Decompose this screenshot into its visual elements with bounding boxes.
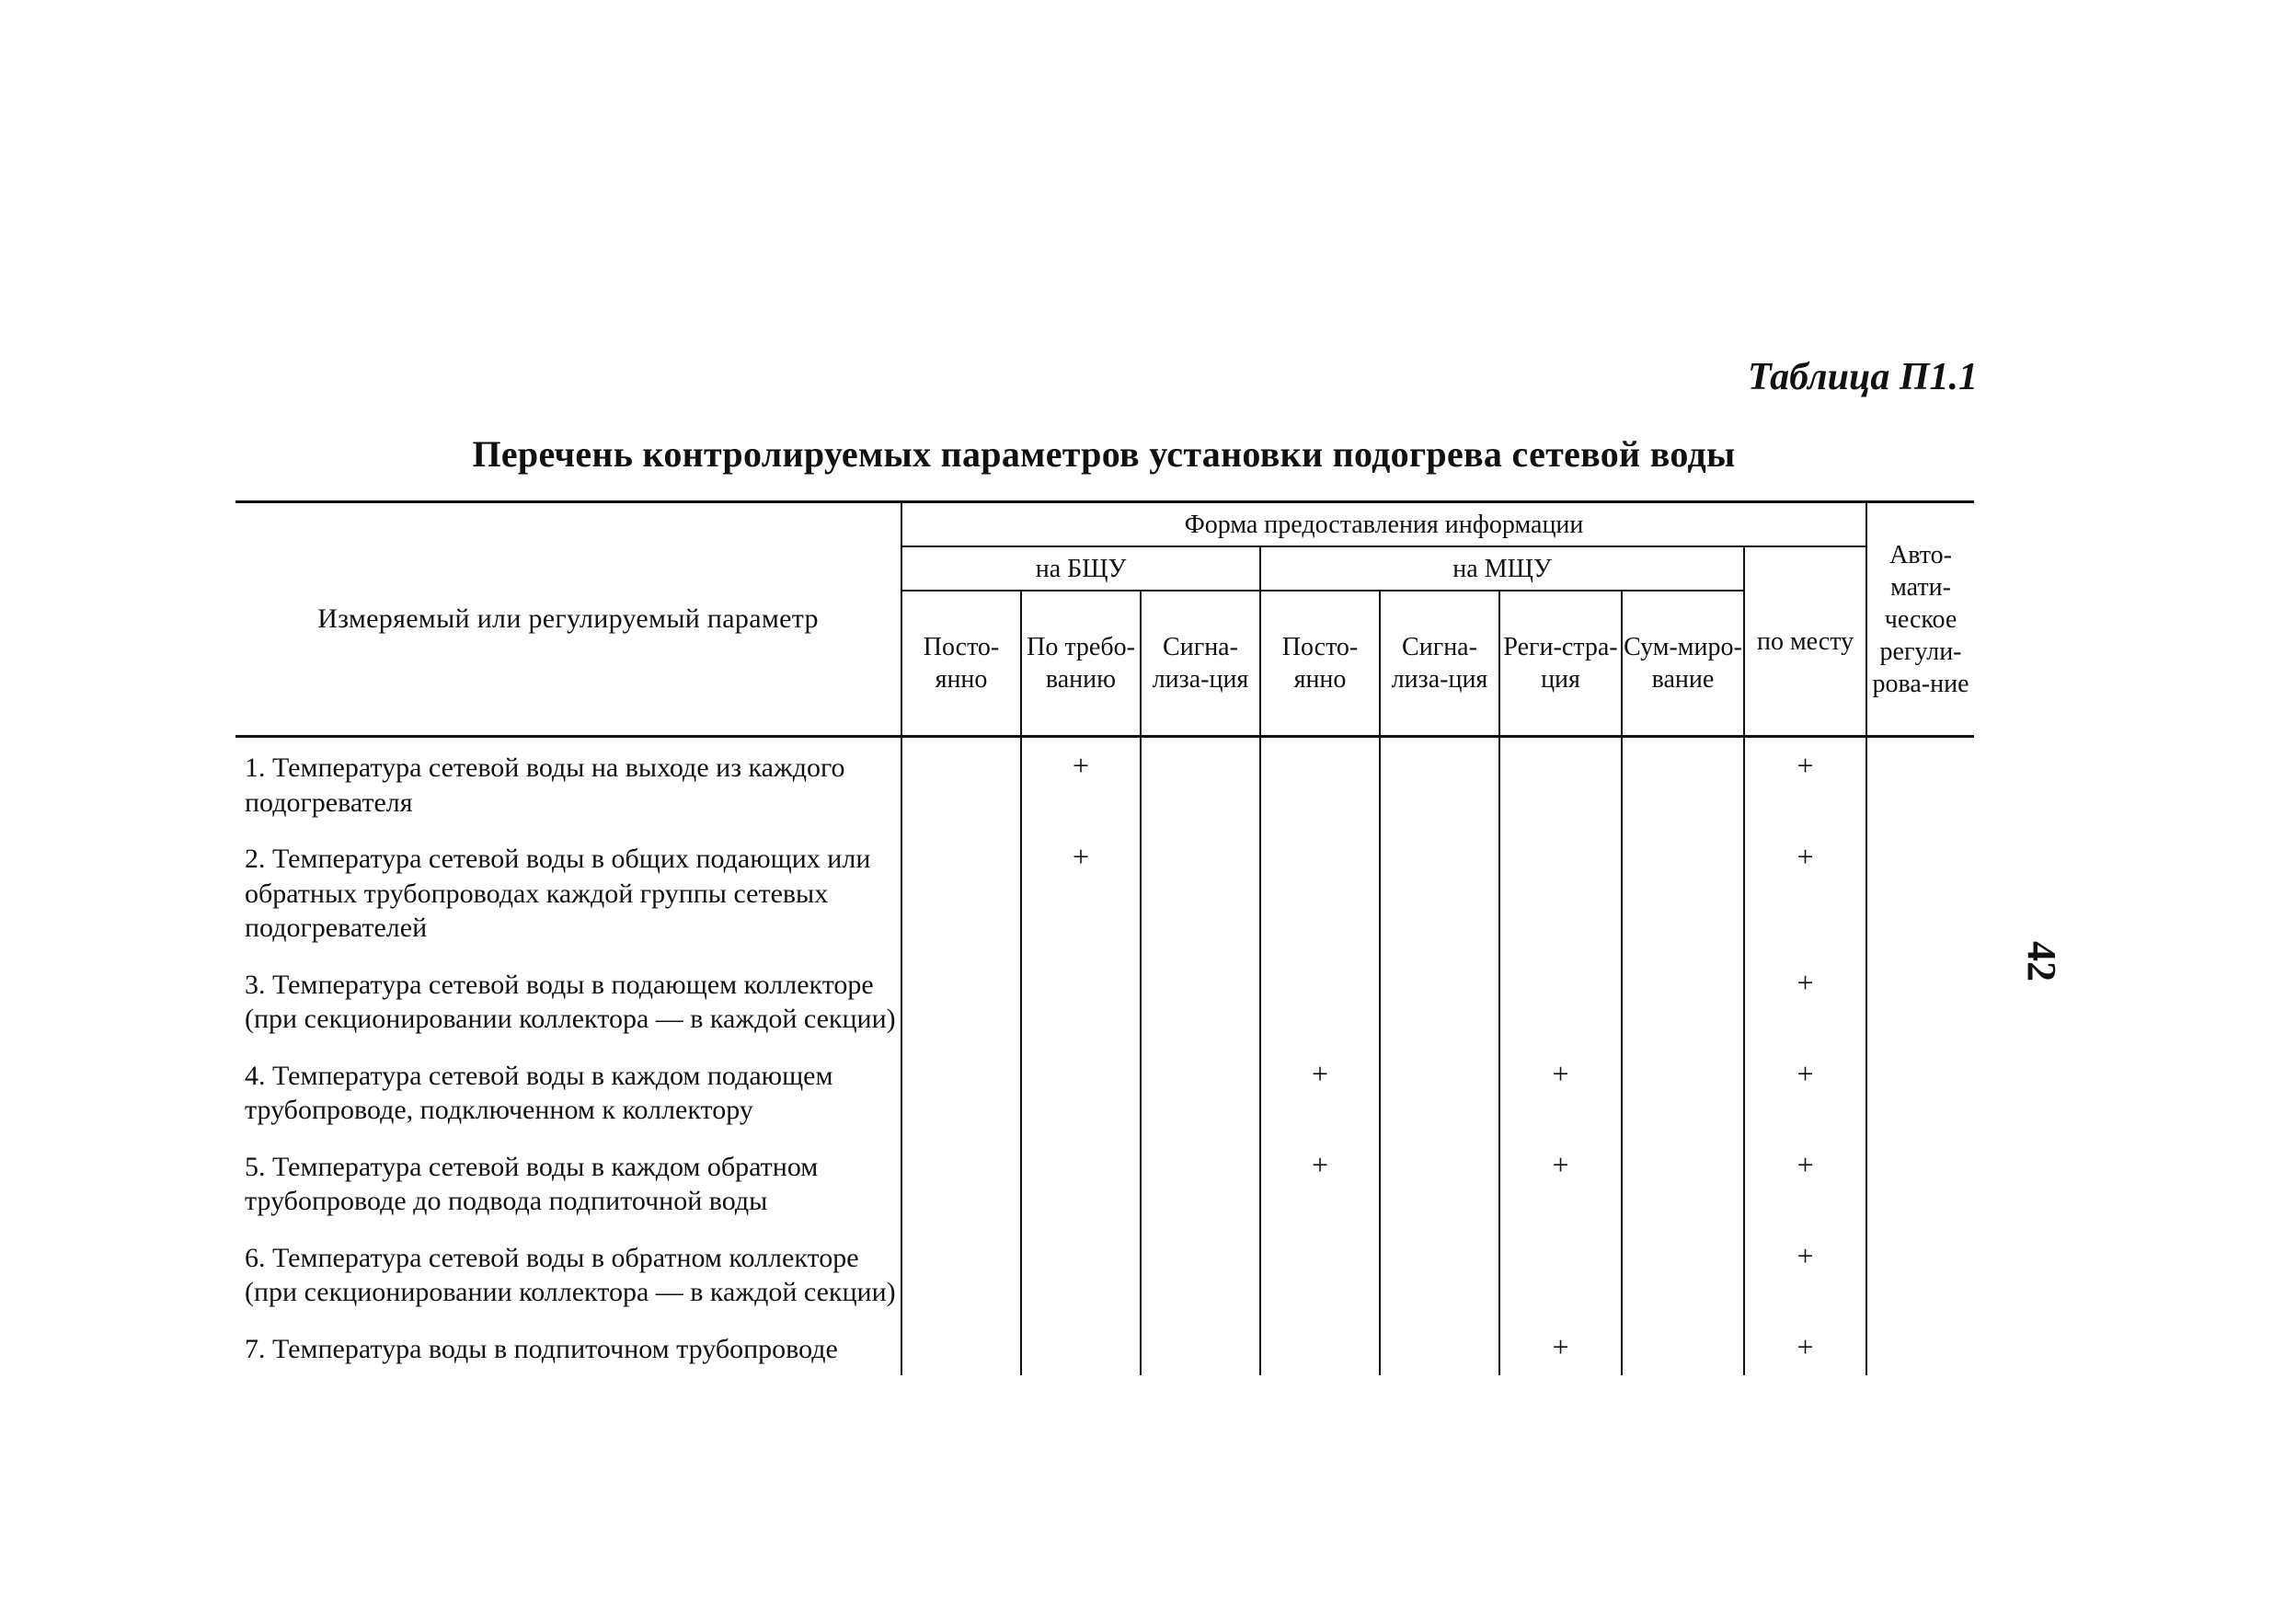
plus-mark: + (1744, 1228, 1866, 1319)
empty-cell (901, 829, 1021, 955)
header-bschu-on-demand: По требо-ванию (1021, 591, 1141, 737)
empty-cell (1622, 1137, 1744, 1228)
empty-cell (1622, 737, 1744, 830)
empty-cell (1021, 955, 1141, 1046)
header-mschu-summation: Сум-миро-вание (1622, 591, 1744, 737)
empty-cell (1141, 829, 1260, 955)
empty-cell (1141, 1319, 1260, 1376)
empty-cell (1866, 1046, 1974, 1137)
table-row (235, 1137, 1974, 1228)
table-caption: Таблица П1.1 (1748, 356, 1978, 398)
table-row (235, 1228, 1974, 1319)
empty-cell (1499, 829, 1622, 955)
parameters-table (235, 500, 1974, 1375)
table-row (235, 955, 1974, 1046)
table-row (235, 1319, 1974, 1376)
plus-mark: + (1744, 1046, 1866, 1137)
table-body (235, 737, 1974, 1376)
header-auto-regulation: Авто-мати-ческое регули-рова-ние (1866, 502, 1974, 737)
empty-cell (1499, 955, 1622, 1046)
empty-cell (1260, 829, 1380, 955)
empty-cell (901, 1228, 1021, 1319)
header-bschu: на БЩУ (901, 546, 1260, 591)
empty-cell (1499, 1228, 1622, 1319)
empty-cell (1866, 1319, 1974, 1376)
empty-cell (1141, 1228, 1260, 1319)
empty-cell (1141, 1046, 1260, 1137)
table-row (235, 1046, 1974, 1137)
empty-cell (1622, 1046, 1744, 1137)
empty-cell (901, 737, 1021, 830)
empty-cell (1380, 829, 1499, 955)
empty-cell (1866, 829, 1974, 955)
empty-cell (1260, 737, 1380, 830)
row-parameter: 1. Температура сетевой воды на выходе из каждого подогревателя (245, 752, 845, 818)
page-number: 42 (2019, 941, 2064, 982)
empty-cell (901, 1137, 1021, 1228)
empty-cell (1141, 955, 1260, 1046)
row-parameter: 2. Температура сетевой воды в общих подающих или обратных трубопроводах каждой группы сетевых подогревателей (245, 844, 871, 943)
plus-mark: + (1021, 829, 1141, 955)
empty-cell (1866, 955, 1974, 1046)
row-parameter: 7. Температура воды в подпиточном трубопроводе (245, 1333, 838, 1364)
empty-cell (1499, 737, 1622, 830)
empty-cell (901, 955, 1021, 1046)
header-mschu-permanent: Посто-янно (1260, 591, 1380, 737)
plus-mark: + (1744, 737, 1866, 830)
plus-mark: + (1499, 1046, 1622, 1137)
header-form: Форма предоставления информации (901, 502, 1866, 547)
empty-cell (1021, 1137, 1141, 1228)
row-parameter: 5. Температура сетевой воды в каждом обратном трубопроводе до подвода подпиточной воды (245, 1151, 819, 1216)
plus-mark: + (1744, 1137, 1866, 1228)
row-parameter: 3. Температура сетевой воды в подающем коллекторе (при секционировании коллектора — в каждой секции) (245, 969, 896, 1034)
header-on-site: по месту (1744, 546, 1866, 737)
plus-mark: + (1499, 1137, 1622, 1228)
empty-cell (1260, 955, 1380, 1046)
row-parameter: 6. Температура сетевой воды в обратном коллекторе (при секционировании коллектора — в каждой секции) (245, 1242, 896, 1307)
plus-mark: + (1744, 1319, 1866, 1376)
empty-cell (1021, 1228, 1141, 1319)
plus-mark: + (1499, 1319, 1622, 1376)
empty-cell (1021, 1046, 1141, 1137)
empty-cell (1141, 1137, 1260, 1228)
empty-cell (1622, 829, 1744, 955)
plus-mark: + (1021, 737, 1141, 830)
empty-cell (1380, 1319, 1499, 1376)
empty-cell (1380, 1228, 1499, 1319)
empty-cell (1622, 1228, 1744, 1319)
header-bschu-permanent: Посто-янно (901, 591, 1021, 737)
plus-mark: + (1744, 955, 1866, 1046)
empty-cell (1021, 1319, 1141, 1376)
empty-cell (1622, 955, 1744, 1046)
header-mschu: на МЩУ (1260, 546, 1744, 591)
plus-mark: + (1260, 1137, 1380, 1228)
row-parameter: 4. Температура сетевой воды в каждом подающем трубопроводе, подключенном к коллектору (245, 1060, 833, 1125)
header-mschu-registration: Реги-стра-ция (1499, 591, 1622, 737)
empty-cell (1260, 1228, 1380, 1319)
header-mschu-signalling: Сигна-лиза-ция (1380, 591, 1499, 737)
empty-cell (901, 1319, 1021, 1376)
table-row (235, 829, 1974, 955)
table-title: Перечень контролируемых параметров установки подогрева сетевой воды (472, 433, 1736, 475)
empty-cell (1866, 737, 1974, 830)
empty-cell (1260, 1319, 1380, 1376)
empty-cell (1622, 1319, 1744, 1376)
empty-cell (1866, 1137, 1974, 1228)
plus-mark: + (1260, 1046, 1380, 1137)
empty-cell (1380, 1046, 1499, 1137)
empty-cell (1380, 955, 1499, 1046)
empty-cell (1380, 1137, 1499, 1228)
empty-cell (1141, 737, 1260, 830)
empty-cell (1866, 1228, 1974, 1319)
plus-mark: + (1744, 829, 1866, 955)
empty-cell (901, 1046, 1021, 1137)
empty-cell (1380, 737, 1499, 830)
header-parameter: Измеряемый или регулируемый параметр (235, 502, 901, 737)
header-bschu-signalling: Сигна-лиза-ция (1141, 591, 1260, 737)
table-row (235, 737, 1974, 830)
